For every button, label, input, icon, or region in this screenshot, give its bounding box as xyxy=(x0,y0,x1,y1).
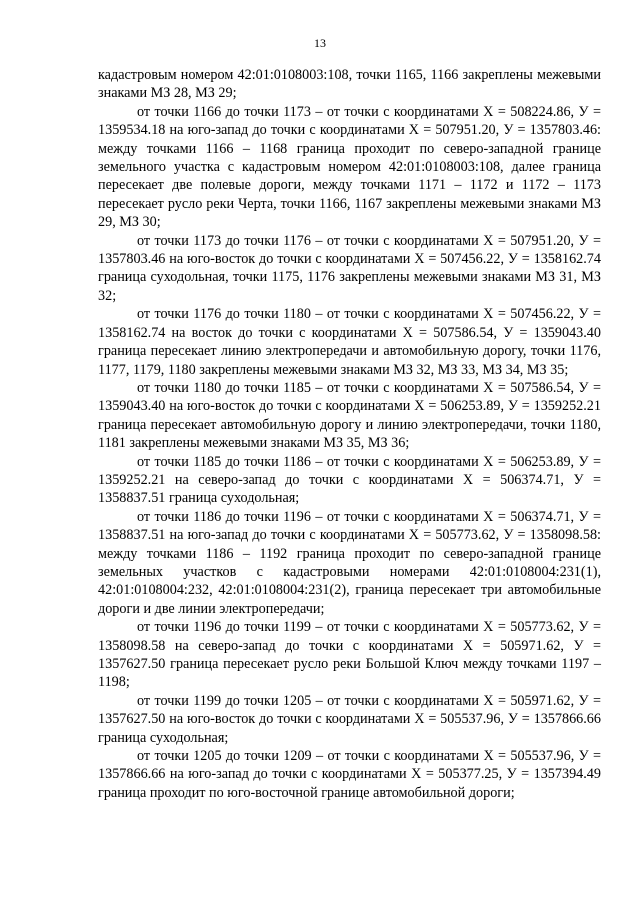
paragraph-8: от точки 1196 до точки 1199 – от точки с координатами Х = 505773.62, У = 1358098.58 на северо-запад до точки с координатами Х = 505971.62, У = 1357627.50 граница пересекает русло реки Большой Ключ между точками 1197 – 1198; xyxy=(98,619,601,691)
paragraph-4: от точки 1176 до точки 1180 – от точки с координатами Х = 507456.22, У = 1358162.74 на восток до точки с координатами Х = 507586.54, У = 1359043.40 граница пересекает линию электропередачи и автомобильную дорогу, точки 1176, 1177, 1179, 1180 закреплены межевыми знаками МЗ 32, МЗ 33, МЗ 34, МЗ 35; xyxy=(98,306,601,378)
paragraph-6: от точки 1185 до точки 1186 – от точки с координатами Х = 506253.89, У = 1359252.21 на северо-запад до точки с координатами Х = 506374.71, У = 1358837.51 граница суходольная; xyxy=(98,453,601,507)
paragraph-5: от точки 1180 до точки 1185 – от точки с координатами Х = 507586.54, У = 1359043.40 на юго-восток до точки с координатами Х = 506253.89, У = 1359252.21 граница пересекает автомобильную дорогу и линию электропередачи, точки 1180, 1181 закреплены межевыми знаками МЗ 35, МЗ 36; xyxy=(98,379,601,452)
page-number: 13 xyxy=(314,36,326,50)
paragraph-10: от точки 1205 до точки 1209 – от точки с координатами Х = 505537.96, У = 1357866.66 на юго-запад до точки с координатами Х = 505377.25, У = 1357394.49 граница проходит по юго-восточной границе автомобильной дороги; xyxy=(98,748,601,801)
paragraph-2: от точки 1166 до точки 1173 – от точки с координатами Х = 508224.86, У = 1359534.18 на юго-запад до точки с координатами Х = 507951.20, У = 1357803.46: между точками 1166 – 1168 граница проходит по северо-западной границе земельного участка с кадастровым номером 42:01:0108003:108, далее граница пересекает две полевые дороги, между точками 1171 – 1172 и 1172 – 1173 пересекает русло реки Черта, точки 1166, 1167 закреплены межевыми знаками МЗ 29, МЗ 30; xyxy=(98,103,601,231)
paragraph-7: от точки 1186 до точки 1196 – от точки с координатами Х = 506374.71, У = 1358837.51 на юго-запад до точки с координатами Х = 505773.62, У = 1358098.58: между точками 1186 – 1192 граница проходит по северо-западной границе земельных участков с кадастровыми номерами 42:01:0108004:231(1), 42:01:0108004:232, 42:01:0108004:231(2), граница пересекает три автомобильные дороги и две линии электропередачи; xyxy=(98,508,601,617)
paragraph-1: кадастровым номером 42:01:0108003:108, точки 1165, 1166 закреплены межевыми знаками МЗ 28, МЗ 29; xyxy=(98,67,601,102)
paragraph-9: от точки 1199 до точки 1205 – от точки с координатами Х = 505971.62, У = 1357627.50 на юго-восток до точки с координатами Х = 505537.96, У = 1357866.66 граница суходольная; xyxy=(98,692,601,746)
paragraph-3: от точки 1173 до точки 1176 – от точки с координатами Х = 507951.20, У = 1357803.46 на юго-восток до точки с координатами Х = 507456.22, У = 1358162.74 граница суходольная, точки 1175, 1176 закреплены межевыми знаками МЗ 31, МЗ 32; xyxy=(98,232,601,304)
document-body xyxy=(98,66,601,802)
